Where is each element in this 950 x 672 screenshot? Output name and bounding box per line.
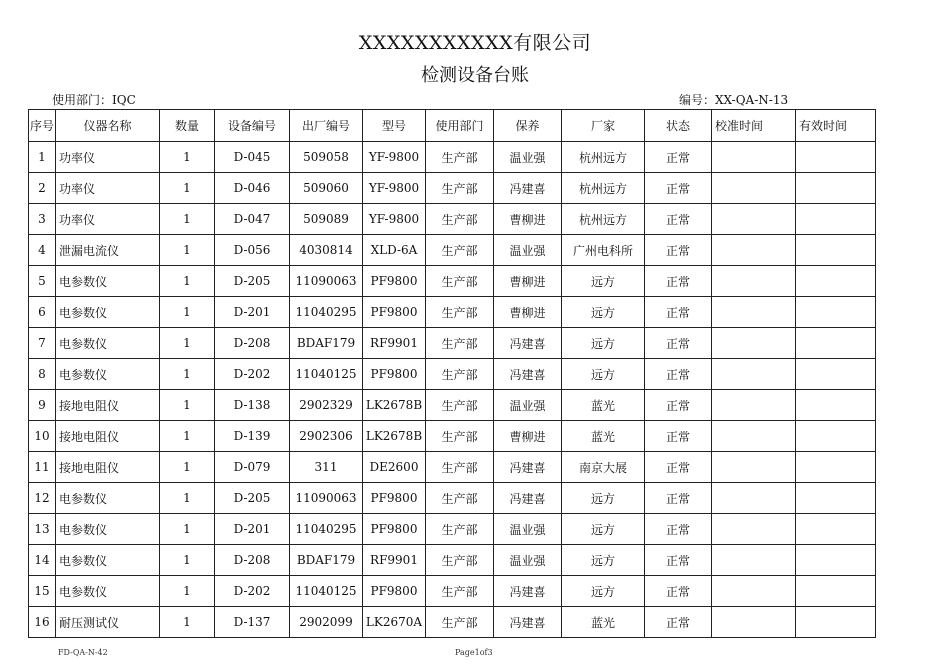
cell-calibration-time [712, 483, 796, 514]
cell-department: 生产部 [426, 452, 494, 483]
cell-valid-time [796, 545, 876, 576]
cell-model: PF9800 [363, 297, 426, 328]
cell-equipment-no: D-137 [215, 607, 290, 638]
cell-manufacturer: 远方 [562, 297, 645, 328]
form-number: FD-QA-N-42 [58, 648, 108, 657]
cell-status: 正常 [645, 359, 712, 390]
table-row [29, 173, 876, 204]
cell-manufacturer: 远方 [562, 545, 645, 576]
cell-row-index: 5 [29, 266, 56, 297]
cell-maintenance: 温业强 [494, 545, 562, 576]
cell-quantity: 1 [160, 576, 215, 607]
table-header-row [29, 110, 876, 142]
cell-manufacturer: 远方 [562, 328, 645, 359]
cell-row-index: 8 [29, 359, 56, 390]
cell-equipment-no: D-208 [215, 545, 290, 576]
cell-calibration-time [712, 235, 796, 266]
cell-department: 生产部 [426, 328, 494, 359]
cell-serial-no: 11090063 [290, 483, 363, 514]
cell-valid-time [796, 390, 876, 421]
cell-model: PF9800 [363, 514, 426, 545]
cell-status: 正常 [645, 173, 712, 204]
column-header-instrument-name: 仪器名称 [56, 110, 160, 142]
cell-model: LK2678B [363, 421, 426, 452]
cell-department: 生产部 [426, 390, 494, 421]
cell-model: LK2670A [363, 607, 426, 638]
cell-valid-time [796, 514, 876, 545]
table-row [29, 266, 876, 297]
cell-serial-no: 2902306 [290, 421, 363, 452]
cell-valid-time [796, 483, 876, 514]
column-header-valid-time: 有效时间 [796, 110, 876, 142]
table-row [29, 235, 876, 266]
company-title: XXXXXXXXXXX有限公司 [358, 32, 592, 54]
cell-quantity: 1 [160, 483, 215, 514]
cell-maintenance: 曹柳进 [494, 266, 562, 297]
cell-status: 正常 [645, 142, 712, 173]
cell-quantity: 1 [160, 514, 215, 545]
cell-status: 正常 [645, 514, 712, 545]
cell-equipment-no: D-047 [215, 204, 290, 235]
cell-calibration-time [712, 607, 796, 638]
cell-instrument-name: 电参数仪 [56, 328, 160, 359]
cell-calibration-time [712, 204, 796, 235]
cell-department: 生产部 [426, 235, 494, 266]
cell-manufacturer: 蓝光 [562, 390, 645, 421]
cell-department: 生产部 [426, 204, 494, 235]
cell-manufacturer: 远方 [562, 576, 645, 607]
page-title: 检测设备台账 [421, 65, 529, 86]
cell-row-index: 3 [29, 204, 56, 235]
cell-department: 生产部 [426, 297, 494, 328]
cell-row-index: 12 [29, 483, 56, 514]
cell-maintenance: 温业强 [494, 390, 562, 421]
cell-equipment-no: D-138 [215, 390, 290, 421]
cell-calibration-time [712, 390, 796, 421]
cell-valid-time [796, 452, 876, 483]
cell-equipment-no: D-205 [215, 483, 290, 514]
cell-department: 生产部 [426, 142, 494, 173]
cell-serial-no: BDAF179 [290, 328, 363, 359]
cell-calibration-time [712, 328, 796, 359]
cell-equipment-no: D-079 [215, 452, 290, 483]
cell-quantity: 1 [160, 607, 215, 638]
cell-instrument-name: 接地电阻仪 [56, 390, 160, 421]
table-row [29, 607, 876, 638]
cell-model: RF9901 [363, 545, 426, 576]
cell-maintenance: 冯建喜 [494, 173, 562, 204]
cell-calibration-time [712, 452, 796, 483]
cell-status: 正常 [645, 576, 712, 607]
cell-model: PF9800 [363, 576, 426, 607]
cell-manufacturer: 南京大展 [562, 452, 645, 483]
cell-serial-no: 509060 [290, 173, 363, 204]
cell-row-index: 7 [29, 328, 56, 359]
cell-maintenance: 曹柳进 [494, 204, 562, 235]
column-header-equipment-no: 设备编号 [215, 110, 290, 142]
cell-status: 正常 [645, 545, 712, 576]
cell-maintenance: 冯建喜 [494, 483, 562, 514]
cell-model: XLD-6A [363, 235, 426, 266]
cell-status: 正常 [645, 204, 712, 235]
cell-row-index: 13 [29, 514, 56, 545]
cell-instrument-name: 接地电阻仪 [56, 421, 160, 452]
cell-row-index: 10 [29, 421, 56, 452]
cell-manufacturer: 蓝光 [562, 607, 645, 638]
cell-instrument-name: 电参数仪 [56, 576, 160, 607]
cell-serial-no: 2902099 [290, 607, 363, 638]
cell-manufacturer: 远方 [562, 266, 645, 297]
cell-equipment-no: D-201 [215, 514, 290, 545]
cell-row-index: 4 [29, 235, 56, 266]
cell-quantity: 1 [160, 204, 215, 235]
cell-calibration-time [712, 545, 796, 576]
cell-quantity: 1 [160, 421, 215, 452]
cell-maintenance: 温业强 [494, 514, 562, 545]
department-label: 使用部门：IQC [52, 93, 136, 107]
cell-equipment-no: D-201 [215, 297, 290, 328]
cell-calibration-time [712, 359, 796, 390]
cell-maintenance: 冯建喜 [494, 607, 562, 638]
cell-instrument-name: 电参数仪 [56, 266, 160, 297]
cell-instrument-name: 电参数仪 [56, 483, 160, 514]
cell-equipment-no: D-202 [215, 359, 290, 390]
cell-model: LK2678B [363, 390, 426, 421]
cell-equipment-no: D-046 [215, 173, 290, 204]
cell-equipment-no: D-056 [215, 235, 290, 266]
cell-instrument-name: 接地电阻仪 [56, 452, 160, 483]
cell-quantity: 1 [160, 452, 215, 483]
cell-quantity: 1 [160, 235, 215, 266]
cell-maintenance: 冯建喜 [494, 328, 562, 359]
cell-department: 生产部 [426, 483, 494, 514]
table-row [29, 452, 876, 483]
cell-row-index: 6 [29, 297, 56, 328]
cell-department: 生产部 [426, 266, 494, 297]
cell-serial-no: 11040295 [290, 514, 363, 545]
cell-calibration-time [712, 142, 796, 173]
cell-quantity: 1 [160, 328, 215, 359]
cell-instrument-name: 耐压测试仪 [56, 607, 160, 638]
cell-equipment-no: D-205 [215, 266, 290, 297]
cell-valid-time [796, 421, 876, 452]
cell-manufacturer: 远方 [562, 483, 645, 514]
cell-serial-no: 11040125 [290, 576, 363, 607]
table-row [29, 297, 876, 328]
cell-maintenance: 冯建喜 [494, 452, 562, 483]
cell-status: 正常 [645, 328, 712, 359]
cell-serial-no: 11040125 [290, 359, 363, 390]
cell-equipment-no: D-208 [215, 328, 290, 359]
cell-instrument-name: 电参数仪 [56, 545, 160, 576]
cell-instrument-name: 电参数仪 [56, 359, 160, 390]
cell-instrument-name: 功率仪 [56, 142, 160, 173]
cell-calibration-time [712, 266, 796, 297]
cell-instrument-name: 电参数仪 [56, 514, 160, 545]
cell-manufacturer: 远方 [562, 514, 645, 545]
cell-instrument-name: 功率仪 [56, 204, 160, 235]
cell-maintenance: 曹柳进 [494, 421, 562, 452]
cell-status: 正常 [645, 266, 712, 297]
cell-valid-time [796, 328, 876, 359]
cell-model: YF-9800 [363, 173, 426, 204]
cell-maintenance: 温业强 [494, 235, 562, 266]
cell-row-index: 9 [29, 390, 56, 421]
cell-row-index: 14 [29, 545, 56, 576]
column-header-model: 型号 [363, 110, 426, 142]
cell-maintenance: 冯建喜 [494, 576, 562, 607]
cell-department: 生产部 [426, 607, 494, 638]
equipment-ledger-table [28, 109, 876, 638]
cell-calibration-time [712, 576, 796, 607]
table-row [29, 545, 876, 576]
cell-manufacturer: 广州电科所 [562, 235, 645, 266]
cell-serial-no: 11090063 [290, 266, 363, 297]
table-row [29, 421, 876, 452]
cell-valid-time [796, 204, 876, 235]
column-header-serial-no: 出厂编号 [290, 110, 363, 142]
cell-model: PF9800 [363, 483, 426, 514]
cell-status: 正常 [645, 235, 712, 266]
cell-manufacturer: 杭州远方 [562, 142, 645, 173]
cell-serial-no: 509058 [290, 142, 363, 173]
column-header-quantity: 数量 [160, 110, 215, 142]
cell-quantity: 1 [160, 142, 215, 173]
cell-calibration-time [712, 421, 796, 452]
cell-equipment-no: D-202 [215, 576, 290, 607]
cell-model: PF9800 [363, 359, 426, 390]
cell-department: 生产部 [426, 173, 494, 204]
cell-quantity: 1 [160, 173, 215, 204]
column-header-manufacturer: 厂家 [562, 110, 645, 142]
cell-model: RF9901 [363, 328, 426, 359]
cell-calibration-time [712, 297, 796, 328]
cell-status: 正常 [645, 483, 712, 514]
cell-valid-time [796, 607, 876, 638]
cell-model: YF-9800 [363, 204, 426, 235]
cell-instrument-name: 泄漏电流仪 [56, 235, 160, 266]
cell-department: 生产部 [426, 545, 494, 576]
cell-status: 正常 [645, 390, 712, 421]
cell-maintenance: 冯建喜 [494, 359, 562, 390]
cell-manufacturer: 远方 [562, 359, 645, 390]
cell-status: 正常 [645, 452, 712, 483]
cell-valid-time [796, 173, 876, 204]
cell-row-index: 2 [29, 173, 56, 204]
document-number: 编号：XX-QA-N-13 [679, 93, 789, 107]
cell-manufacturer: 蓝光 [562, 421, 645, 452]
cell-manufacturer: 杭州远方 [562, 204, 645, 235]
cell-calibration-time [712, 173, 796, 204]
cell-instrument-name: 功率仪 [56, 173, 160, 204]
cell-department: 生产部 [426, 359, 494, 390]
cell-serial-no: 509089 [290, 204, 363, 235]
cell-quantity: 1 [160, 266, 215, 297]
column-header-department: 使用部门 [426, 110, 494, 142]
cell-equipment-no: D-139 [215, 421, 290, 452]
cell-quantity: 1 [160, 359, 215, 390]
cell-serial-no: BDAF179 [290, 545, 363, 576]
cell-serial-no: 311 [290, 452, 363, 483]
table-row [29, 576, 876, 607]
cell-calibration-time [712, 514, 796, 545]
cell-quantity: 1 [160, 297, 215, 328]
table-row [29, 328, 876, 359]
table-row [29, 359, 876, 390]
table-row [29, 142, 876, 173]
cell-status: 正常 [645, 421, 712, 452]
cell-quantity: 1 [160, 545, 215, 576]
cell-valid-time [796, 142, 876, 173]
cell-manufacturer: 杭州远方 [562, 173, 645, 204]
table-row [29, 483, 876, 514]
cell-valid-time [796, 297, 876, 328]
column-header-calibration-time: 校准时间 [712, 110, 796, 142]
cell-instrument-name: 电参数仪 [56, 297, 160, 328]
cell-model: PF9800 [363, 266, 426, 297]
cell-quantity: 1 [160, 390, 215, 421]
cell-serial-no: 2902329 [290, 390, 363, 421]
cell-status: 正常 [645, 297, 712, 328]
column-header-status: 状态 [645, 110, 712, 142]
table-row [29, 514, 876, 545]
page-number: Page1of3 [455, 648, 493, 657]
column-header-maintenance: 保养 [494, 110, 562, 142]
cell-serial-no: 4030814 [290, 235, 363, 266]
cell-equipment-no: D-045 [215, 142, 290, 173]
cell-row-index: 11 [29, 452, 56, 483]
cell-valid-time [796, 359, 876, 390]
cell-serial-no: 11040295 [290, 297, 363, 328]
cell-department: 生产部 [426, 421, 494, 452]
cell-valid-time [796, 235, 876, 266]
cell-department: 生产部 [426, 514, 494, 545]
column-header-index: 序号 [29, 110, 56, 142]
cell-maintenance: 曹柳进 [494, 297, 562, 328]
cell-model: DE2600 [363, 452, 426, 483]
cell-row-index: 15 [29, 576, 56, 607]
table-row [29, 390, 876, 421]
cell-model: YF-9800 [363, 142, 426, 173]
cell-status: 正常 [645, 607, 712, 638]
cell-row-index: 16 [29, 607, 56, 638]
cell-valid-time [796, 266, 876, 297]
table-row [29, 204, 876, 235]
cell-department: 生产部 [426, 576, 494, 607]
cell-row-index: 1 [29, 142, 56, 173]
cell-valid-time [796, 576, 876, 607]
cell-maintenance: 温业强 [494, 142, 562, 173]
